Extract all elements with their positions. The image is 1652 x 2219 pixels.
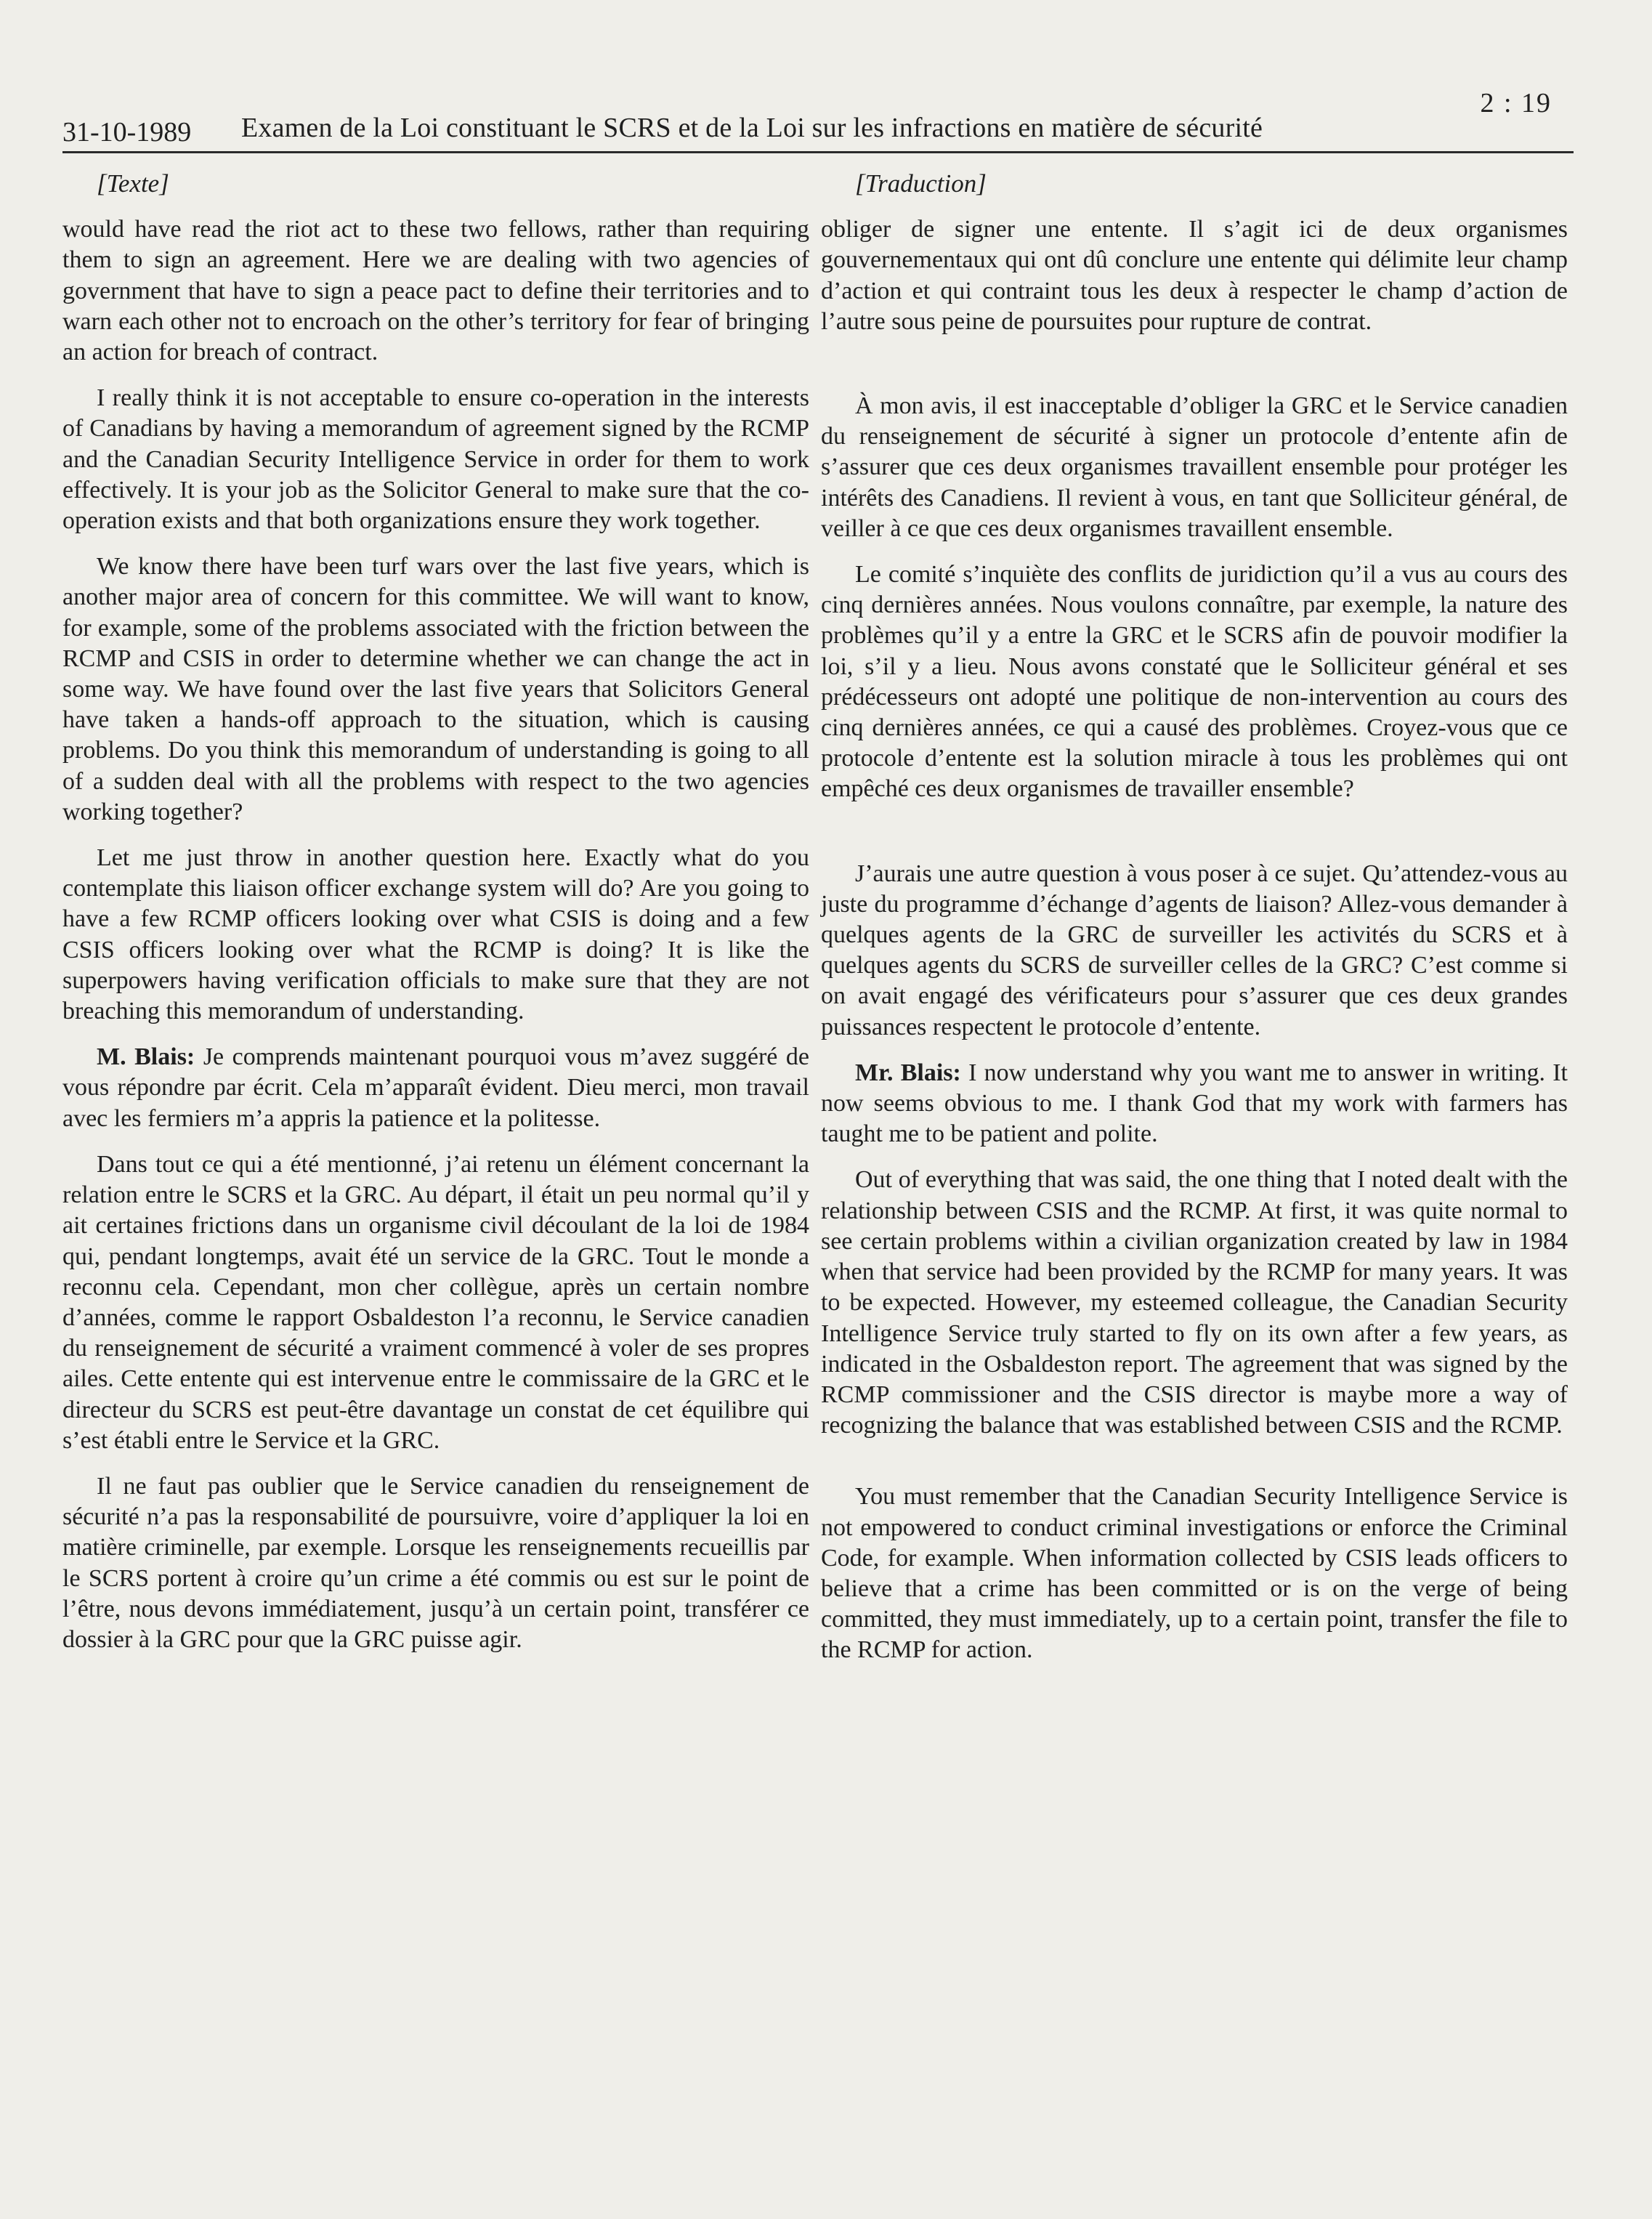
right-paragraph-5-text: I now understand why you want me to answer in writing. It now seems obvious to me. I thank God that my work with farmers has taught me to be patient and polite. [821,1059,1568,1148]
right-paragraph-3: Le comité s’inquiète des conflits de juridiction qu’il a vus au cours des cinq dernières années. Nous voulons connaître, par exemple, la nature des problèmes qu’il y a entre la GRC et le SCRS afin de pouvoir modifier la loi, s’il y a lieu. Nous avons constaté que le Solliciteur général et ses prédécesseurs ont adopté une politique de non-intervention au cours des cinq dernières années, ce qui a causé des problèmes. Croyez-vous que ce protocole d’entente est la solution miracle à tous les problèmes qui ont empêché ces deux organismes de travailler ensemble? [821,561,1568,803]
header-title: Examen de la Loi constituant le SCRS et de la Loi sur les infractions en matière de sécurité [241,113,1263,143]
left-paragraph-7: Il ne faut pas oublier que le Service canadien du renseignement de sécurité n’a pas la responsabilité de poursuivre, voire d’appliquer la loi en matière criminelle, par exemple. Lorsque les renseignements recueillis par le SCRS portent à croire qu’un crime a été commis ou est sur le point de l’être, nous devons immédiatement, jusqu’à un certain point, transférer ce dossier à la GRC pour que la GRC puisse agir. [62,1472,809,1653]
right-paragraph-5 [821,1058,1568,1150]
left-paragraph-5 [62,1042,809,1134]
right-paragraph-6: Out of everything that was said, the one thing that I noted dealt with the relationship between CSIS and the RCMP. At first, it was quite normal to see certain problems within a civilian organization created by law in 1984 when that service had been provided by the RCMP for many years. It was to be expected. However, my esteemed colleague, the Canadian Security Intelligence Service truly started to fly on its own after a few years, as indicated in the Osbaldeston report. The agreement that was signed by the RCMP commissioner and the CSIS director is maybe more a way of recognizing the balance that was established between CSIS and the RCMP. [821,1166,1568,1439]
page-header [62,86,1574,153]
left-speaker: M. Blais: [97,1043,195,1071]
left-column-label: [Texte] [97,169,169,198]
right-paragraph-1: obliger de signer une entente. Il s’agit ici de deux organismes gouvernementaux qui ont dû conclure une entente qui délimite leur champ d’action et qui contraint tous les deux à respecter le champ d’action de l’autre sous peine de poursuites pour rupture de contrat. [821,216,1568,335]
right-paragraph-4: J’aurais une autre question à vous poser à ce sujet. Qu’attendez-vous au juste du programme d’échange d’agents de liaison? Allez-vous demander à quelques agents de la GRC de surveiller les activités du SCRS et à quelques agents du SCRS de surveiller celles de la GRC? C’est comme si on avait engagé des vérificateurs pour s’assurer que ces deux grandes puissances respectent le protocole d’entente. [821,860,1568,1040]
left-paragraph-5-text: Je comprends maintenant pourquoi vous m’avez suggéré de vous répondre par écrit. Cela m’apparaît évident. Dieu merci, mon travail avec les fermiers m’a appris la patience et la politesse. [62,1043,810,1132]
right-paragraph-7: You must remember that the Canadian Security Intelligence Service is not empowered to conduct criminal investigations or enforce the Criminal Code, for example. When information collected by CSIS leads officers to believe that a crime has been committed or is on the verge of being committed, they must immediately, up to a certain point, transfer the file to the RCMP for action. [821,1483,1568,1664]
right-speaker: Mr. Blais: [855,1059,961,1086]
left-paragraph-2: I really think it is not acceptable to ensure co-operation in the interests of Canadians by having a memorandum of agreement signed by the RCMP and the Canadian Security Intelligence Service in order for them to work effectively. It is your job as the Solicitor General to make sure that the co-operation exists and that both organizations ensure they work together. [62,384,809,535]
header-date: 31-10-1989 [62,117,192,147]
left-paragraph-6: Dans tout ce qui a été mentionné, j’ai retenu un élément concernant la relation entre le SCRS et la GRC. Au départ, il était un peu normal qu’il y ait certaines frictions dans un organisme civil découlant de la loi de 1984 qui, pendant longtemps, avait été un service de la GRC. Tout le monde a reconnu cela. Cependant, mon cher collègue, après un certain nombre d’années, comme le rapport Osbaldeston l’a reconnu, le Service canadien du renseignement de sécurité a vraiment commencé à voler de ses propres ailes. Cette entente qui est intervenue entre le commissaire de la GRC et le directeur du SCRS est peut-être davantage un constat de cet équilibre qui s’est établi entre le Service et la GRC. [62,1150,809,1454]
right-column-french [821,169,1568,1681]
right-column-label: [Traduction] [855,169,987,198]
page-number: 2 : 19 [1480,88,1552,118]
left-paragraph-3: We know there have been turf wars over the last five years, which is another major area of concern for this committee. We will want to know, for example, some of the problems associated with the friction between the RCMP and CSIS in order to determine whether we can change the act in some way. We have found over the last five years that Solicitors General have taken a hands-off approach to the situation, which is causing problems. Do you think this memorandum of understanding is going to all of a sudden deal with all the problems with respect to the two agencies working together? [62,553,809,825]
left-column-english [62,169,809,1670]
right-paragraph-2: À mon avis, il est inacceptable d’obliger la GRC et le Service canadien du renseignement de sécurité à signer un protocole d’entente afin de s’assurer que ces deux organismes travaillent ensemble pour protéger les intérêts des Canadiens. Il revient à vous, en tant que Solliciteur général, de veiller à ce que ces deux organismes travaillent ensemble. [821,392,1568,542]
left-paragraph-1: would have read the riot act to these two fellows, rather than requiring them to sign an agreement. Here we are dealing with two agencies of government that have to sign a peace pact to define their territories and to warn each other not to encroach on the other’s territory for fear of bringing an action for breach of contract. [62,216,809,366]
left-paragraph-4: Let me just throw in another question here. Exactly what do you contemplate this liaison officer exchange system will do? Are you going to have a few RCMP officers looking over what CSIS is doing and a few CSIS officers looking over what the RCMP is doing? It is like the superpowers having verification officials to make sure that they are not breaching this memorandum of understanding. [62,844,809,1025]
